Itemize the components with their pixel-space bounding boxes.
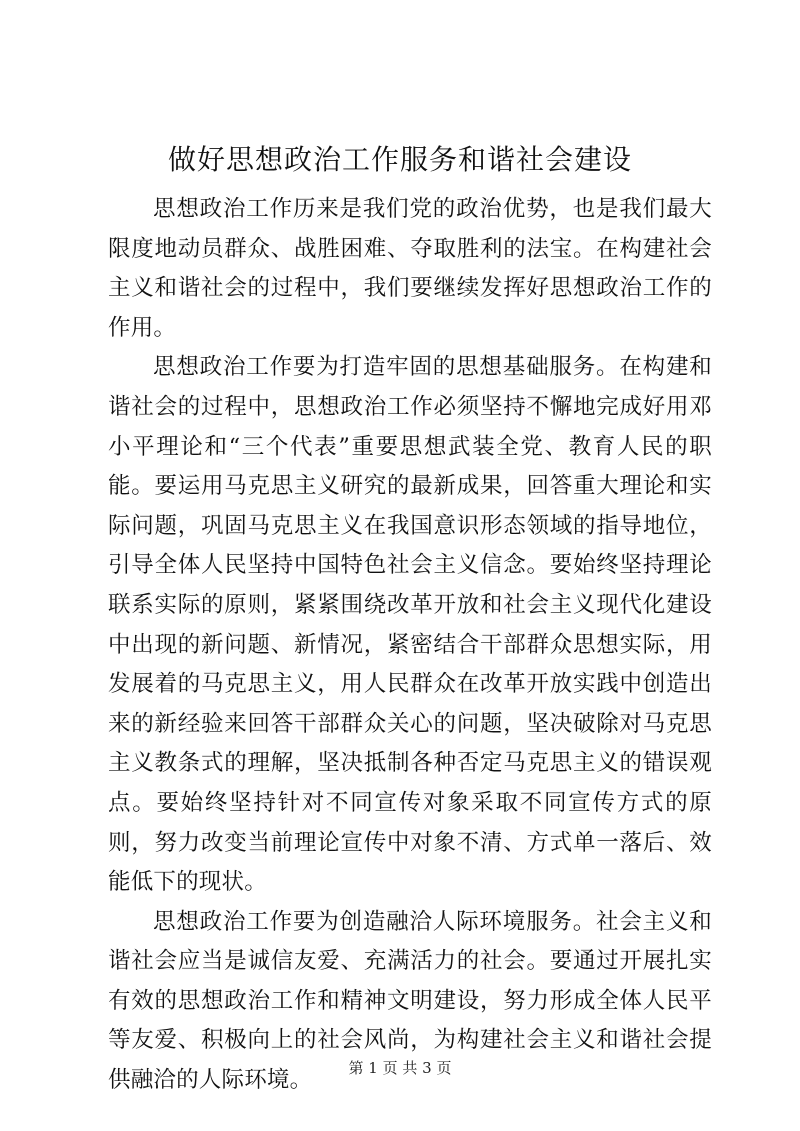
- page-number-footer: 第 1 页 共 3 页: [348, 1059, 452, 1077]
- paragraph-interpersonal-environment: 思想政治工作要为创造融洽人际环境服务。社会主义和谐社会应当是诚信友爱、充满活力的社会。要通过开展扎实有效的思想政治工作和精神文明建设，努力形成全体人民平等友爱、积极向上的社会风尚，为构建社会主义和谐社会提供融洽的人际环境。: [108, 908, 712, 1094]
- document-title: 做好思想政治工作服务和谐社会建设: [167, 143, 632, 176]
- paragraph-ideological-foundation: 思想政治工作要为打造牢固的思想基础服务。在构建和谐社会的过程中，思想政治工作必须坚持不懈地完成好用邓小平理论和“三个代表”重要思想武装全党、教育人民的职能。要运用马克思主义研究的最新成果，回答重大理论和实际问题，巩固马克思主义在我国意识形态领域的指导地位，引导全体人民坚持中国特色社会主义信念。要始终坚持理论联系实际的原则，紧紧围绕改革开放和社会主义现代化建设中出现的新问题、新情况，紧密结合干部群众思想实际，用发展着的马克思主义，用人民群众在改革开放实践中创造出来的新经验来回答干部群众关心的问题，坚决破除对马克思主义教条式的理解，坚决抵制各种否定马克思主义的错误观点。要始终坚持针对不同宣传对象采取不同宣传方式的原则，努力改变当前理论宣传中对象不清、方式单一落后、效能低下的现状。: [108, 354, 712, 896]
- document-body: [108, 190, 712, 1101]
- paragraph-intro: 思想政治工作历来是我们党的政治优势，也是我们最大限度地动员群众、战胜困难、夺取胜利的法宝。在构建社会主义和谐社会的过程中，我们要继续发挥好思想政治工作的作用。: [108, 196, 712, 341]
